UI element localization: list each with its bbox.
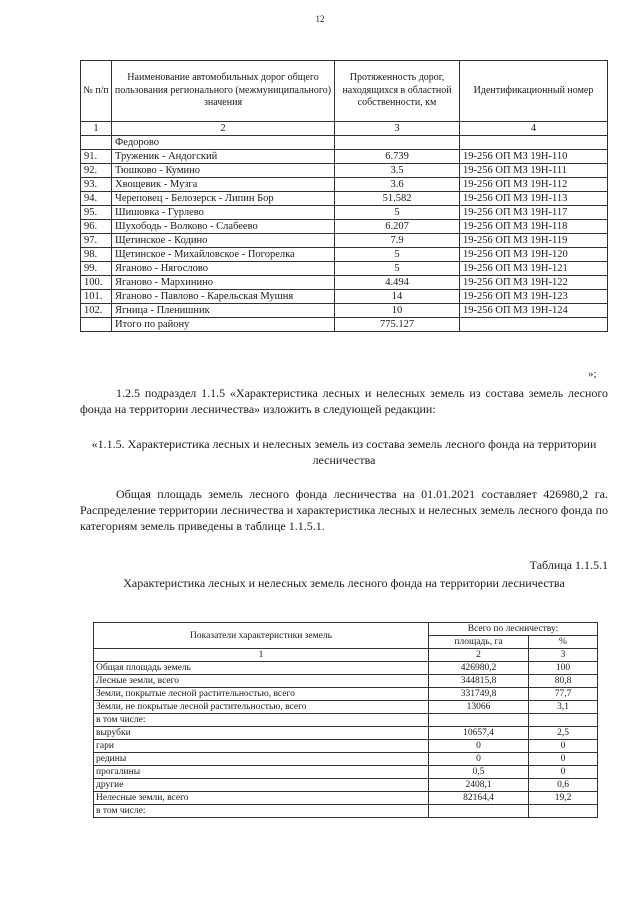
road-name: Щетинское - Михайловское - Погорелка: [112, 248, 335, 262]
land-percent: 0: [529, 753, 598, 766]
header-area: площадь, га: [429, 636, 529, 649]
table-title: Характеристика лесных и нелесных земель лесного фонда на территории лесничества: [123, 576, 565, 590]
land-table-header: [94, 623, 598, 636]
land-area: [429, 714, 529, 727]
header-length: Протяженность дорог, находящихся в областной собственности, км: [335, 61, 460, 122]
total-length: 775.127: [335, 318, 460, 332]
road-length: 5: [335, 248, 460, 262]
section-heading: «1.1.5. Характеристика лесных и нелесных земель из состава земель лесного фонда на территории лесничества: [91, 437, 597, 467]
land-percent: [529, 805, 598, 818]
land-category: редины: [94, 753, 429, 766]
land-area: 2408,1: [429, 779, 529, 792]
road-length: 14: [335, 290, 460, 304]
row-number: 98.: [81, 248, 112, 262]
land-area: 10657,4: [429, 727, 529, 740]
paragraph-amendment: 1.2.5 подраздел 1.1.5 «Характеристика лесных и нелесных земель из состава земель лесного фонда на территории лесничества» изложить в следующей редакции:: [80, 386, 608, 416]
table-row: [81, 290, 608, 304]
total-row: [81, 318, 608, 332]
road-name: Труженик - Андогский: [112, 150, 335, 164]
row-number: 102.: [81, 304, 112, 318]
header-num: № п/п: [81, 61, 112, 122]
table-label: Таблица 1.1.5.1: [529, 558, 608, 572]
table-row: [94, 779, 598, 792]
land-category: прогалины: [94, 766, 429, 779]
road-name: Яганово - Павлово - Карельская Мушня: [112, 290, 335, 304]
road-name: Череповец - Белозерск - Липин Бор: [112, 192, 335, 206]
road-id: 19-256 ОП МЗ 19Н-111: [460, 164, 608, 178]
land-category: вырубки: [94, 727, 429, 740]
land-category: Земли, не покрытые лесной растительностью, всего: [94, 701, 429, 714]
column-index-row: [81, 122, 608, 136]
road-length: 3.6: [335, 178, 460, 192]
land-percent: 3,1: [529, 701, 598, 714]
table-row: [81, 192, 608, 206]
road-id: 19-256 ОП МЗ 19Н-110: [460, 150, 608, 164]
road-id: 19-256 ОП МЗ 19Н-113: [460, 192, 608, 206]
table-row: [81, 276, 608, 290]
header-id: Идентификационный номер: [460, 61, 608, 122]
col-index: 4: [460, 122, 608, 136]
row-number: 101.: [81, 290, 112, 304]
table-row: [94, 792, 598, 805]
row-number: 91.: [81, 150, 112, 164]
land-percent: [529, 714, 598, 727]
row-number: 99.: [81, 262, 112, 276]
land-category: в том числе:: [94, 714, 429, 727]
land-area: 0: [429, 753, 529, 766]
road-id: 19-256 ОП МЗ 19Н-118: [460, 220, 608, 234]
table-row: [94, 675, 598, 688]
col-index: 1: [94, 649, 429, 662]
table-row: [81, 248, 608, 262]
land-area: 82164,4: [429, 792, 529, 805]
land-area: 0: [429, 740, 529, 753]
land-percent: 80,8: [529, 675, 598, 688]
road-name: Шухободь - Волково - Слабеево: [112, 220, 335, 234]
road-length: 10: [335, 304, 460, 318]
table-row: [81, 234, 608, 248]
road-length: 7.9: [335, 234, 460, 248]
land-area: 0,5: [429, 766, 529, 779]
land-percent: 100: [529, 662, 598, 675]
land-category: Нелесные земли, всего: [94, 792, 429, 805]
land-percent: 0,6: [529, 779, 598, 792]
land-table: [93, 622, 598, 818]
column-index-row: [94, 649, 598, 662]
table-row: [81, 220, 608, 234]
land-category: Лесные земли, всего: [94, 675, 429, 688]
land-percent: 0: [529, 740, 598, 753]
closing-mark: »;: [588, 368, 597, 380]
road-name: Щетинское - Кодино: [112, 234, 335, 248]
road-length: 6.739: [335, 150, 460, 164]
row-number: 96.: [81, 220, 112, 234]
table-row: [81, 164, 608, 178]
road-name: Яганово - Мархинино: [112, 276, 335, 290]
road-length: 6.207: [335, 220, 460, 234]
header-total: Всего по лесничеству:: [429, 623, 598, 636]
table-row: [94, 662, 598, 675]
road-length: 5: [335, 262, 460, 276]
col-index: 2: [112, 122, 335, 136]
land-category: в том числе:: [94, 805, 429, 818]
table-row: [81, 206, 608, 220]
land-percent: 77,7: [529, 688, 598, 701]
table-row: [81, 304, 608, 318]
paragraph-area: Общая площадь земель лесного фонда лесничества на 01.01.2021 составляет 426980,2 га. Распределение территории лесничества и характеристика лесных и нелесных земель лесного фонда по категориям земель приведены в таблице 1.1.5.1.: [80, 487, 608, 533]
page-number: 12: [315, 14, 325, 24]
road-id: 19-256 ОП МЗ 19Н-122: [460, 276, 608, 290]
land-percent: 19,2: [529, 792, 598, 805]
table-row: [94, 714, 598, 727]
road-name: Хвощевик - Музга: [112, 178, 335, 192]
header-pct: %: [529, 636, 598, 649]
col-index: 1: [81, 122, 112, 136]
table-row: [94, 753, 598, 766]
roads-table-header: [81, 61, 608, 122]
table-row: [81, 262, 608, 276]
land-percent: 2,5: [529, 727, 598, 740]
land-category: Земли, покрытые лесной растительностью, всего: [94, 688, 429, 701]
col-index: 3: [529, 649, 598, 662]
total-label: Итого по району: [112, 318, 335, 332]
land-category: Общая площадь земель: [94, 662, 429, 675]
row-number: 92.: [81, 164, 112, 178]
land-area: 13066: [429, 701, 529, 714]
row-number: 93.: [81, 178, 112, 192]
row-number: 94.: [81, 192, 112, 206]
table-row: [81, 178, 608, 192]
table-row: [94, 805, 598, 818]
row-number: 95.: [81, 206, 112, 220]
district-row: [81, 136, 608, 150]
table-row: [94, 701, 598, 714]
road-length: 51.582: [335, 192, 460, 206]
table-row: [94, 766, 598, 779]
road-name: Тюшково - Кумино: [112, 164, 335, 178]
land-area: 426980,2: [429, 662, 529, 675]
road-id: 19-256 ОП МЗ 19Н-112: [460, 178, 608, 192]
land-area: 344815,8: [429, 675, 529, 688]
road-length: 5: [335, 206, 460, 220]
road-name: Шишовка - Гурлево: [112, 206, 335, 220]
table-row: [81, 150, 608, 164]
road-name: Ягница - Пленишник: [112, 304, 335, 318]
road-length: 3.5: [335, 164, 460, 178]
land-area: [429, 805, 529, 818]
table-row: [94, 727, 598, 740]
road-id: 19-256 ОП МЗ 19Н-121: [460, 262, 608, 276]
land-category: гари: [94, 740, 429, 753]
road-name: Яганово - Нягослово: [112, 262, 335, 276]
land-percent: 0: [529, 766, 598, 779]
roads-table: [80, 60, 608, 332]
table-row: [94, 688, 598, 701]
road-id: 19-256 ОП МЗ 19Н-117: [460, 206, 608, 220]
header-indicator: Показатели характеристики земель: [94, 623, 429, 649]
row-number: 100.: [81, 276, 112, 290]
row-number: 97.: [81, 234, 112, 248]
land-category: другие: [94, 779, 429, 792]
road-length: 4.494: [335, 276, 460, 290]
col-index: 2: [429, 649, 529, 662]
col-index: 3: [335, 122, 460, 136]
district-name: Федорово: [112, 136, 335, 150]
table-row: [94, 740, 598, 753]
road-id: 19-256 ОП МЗ 19Н-119: [460, 234, 608, 248]
road-id: 19-256 ОП МЗ 19Н-124: [460, 304, 608, 318]
land-area: 331749,8: [429, 688, 529, 701]
header-road-name: Наименование автомобильных дорог общего пользования регионального (межмуниципального) значения: [112, 61, 335, 122]
road-id: 19-256 ОП МЗ 19Н-120: [460, 248, 608, 262]
road-id: 19-256 ОП МЗ 19Н-123: [460, 290, 608, 304]
